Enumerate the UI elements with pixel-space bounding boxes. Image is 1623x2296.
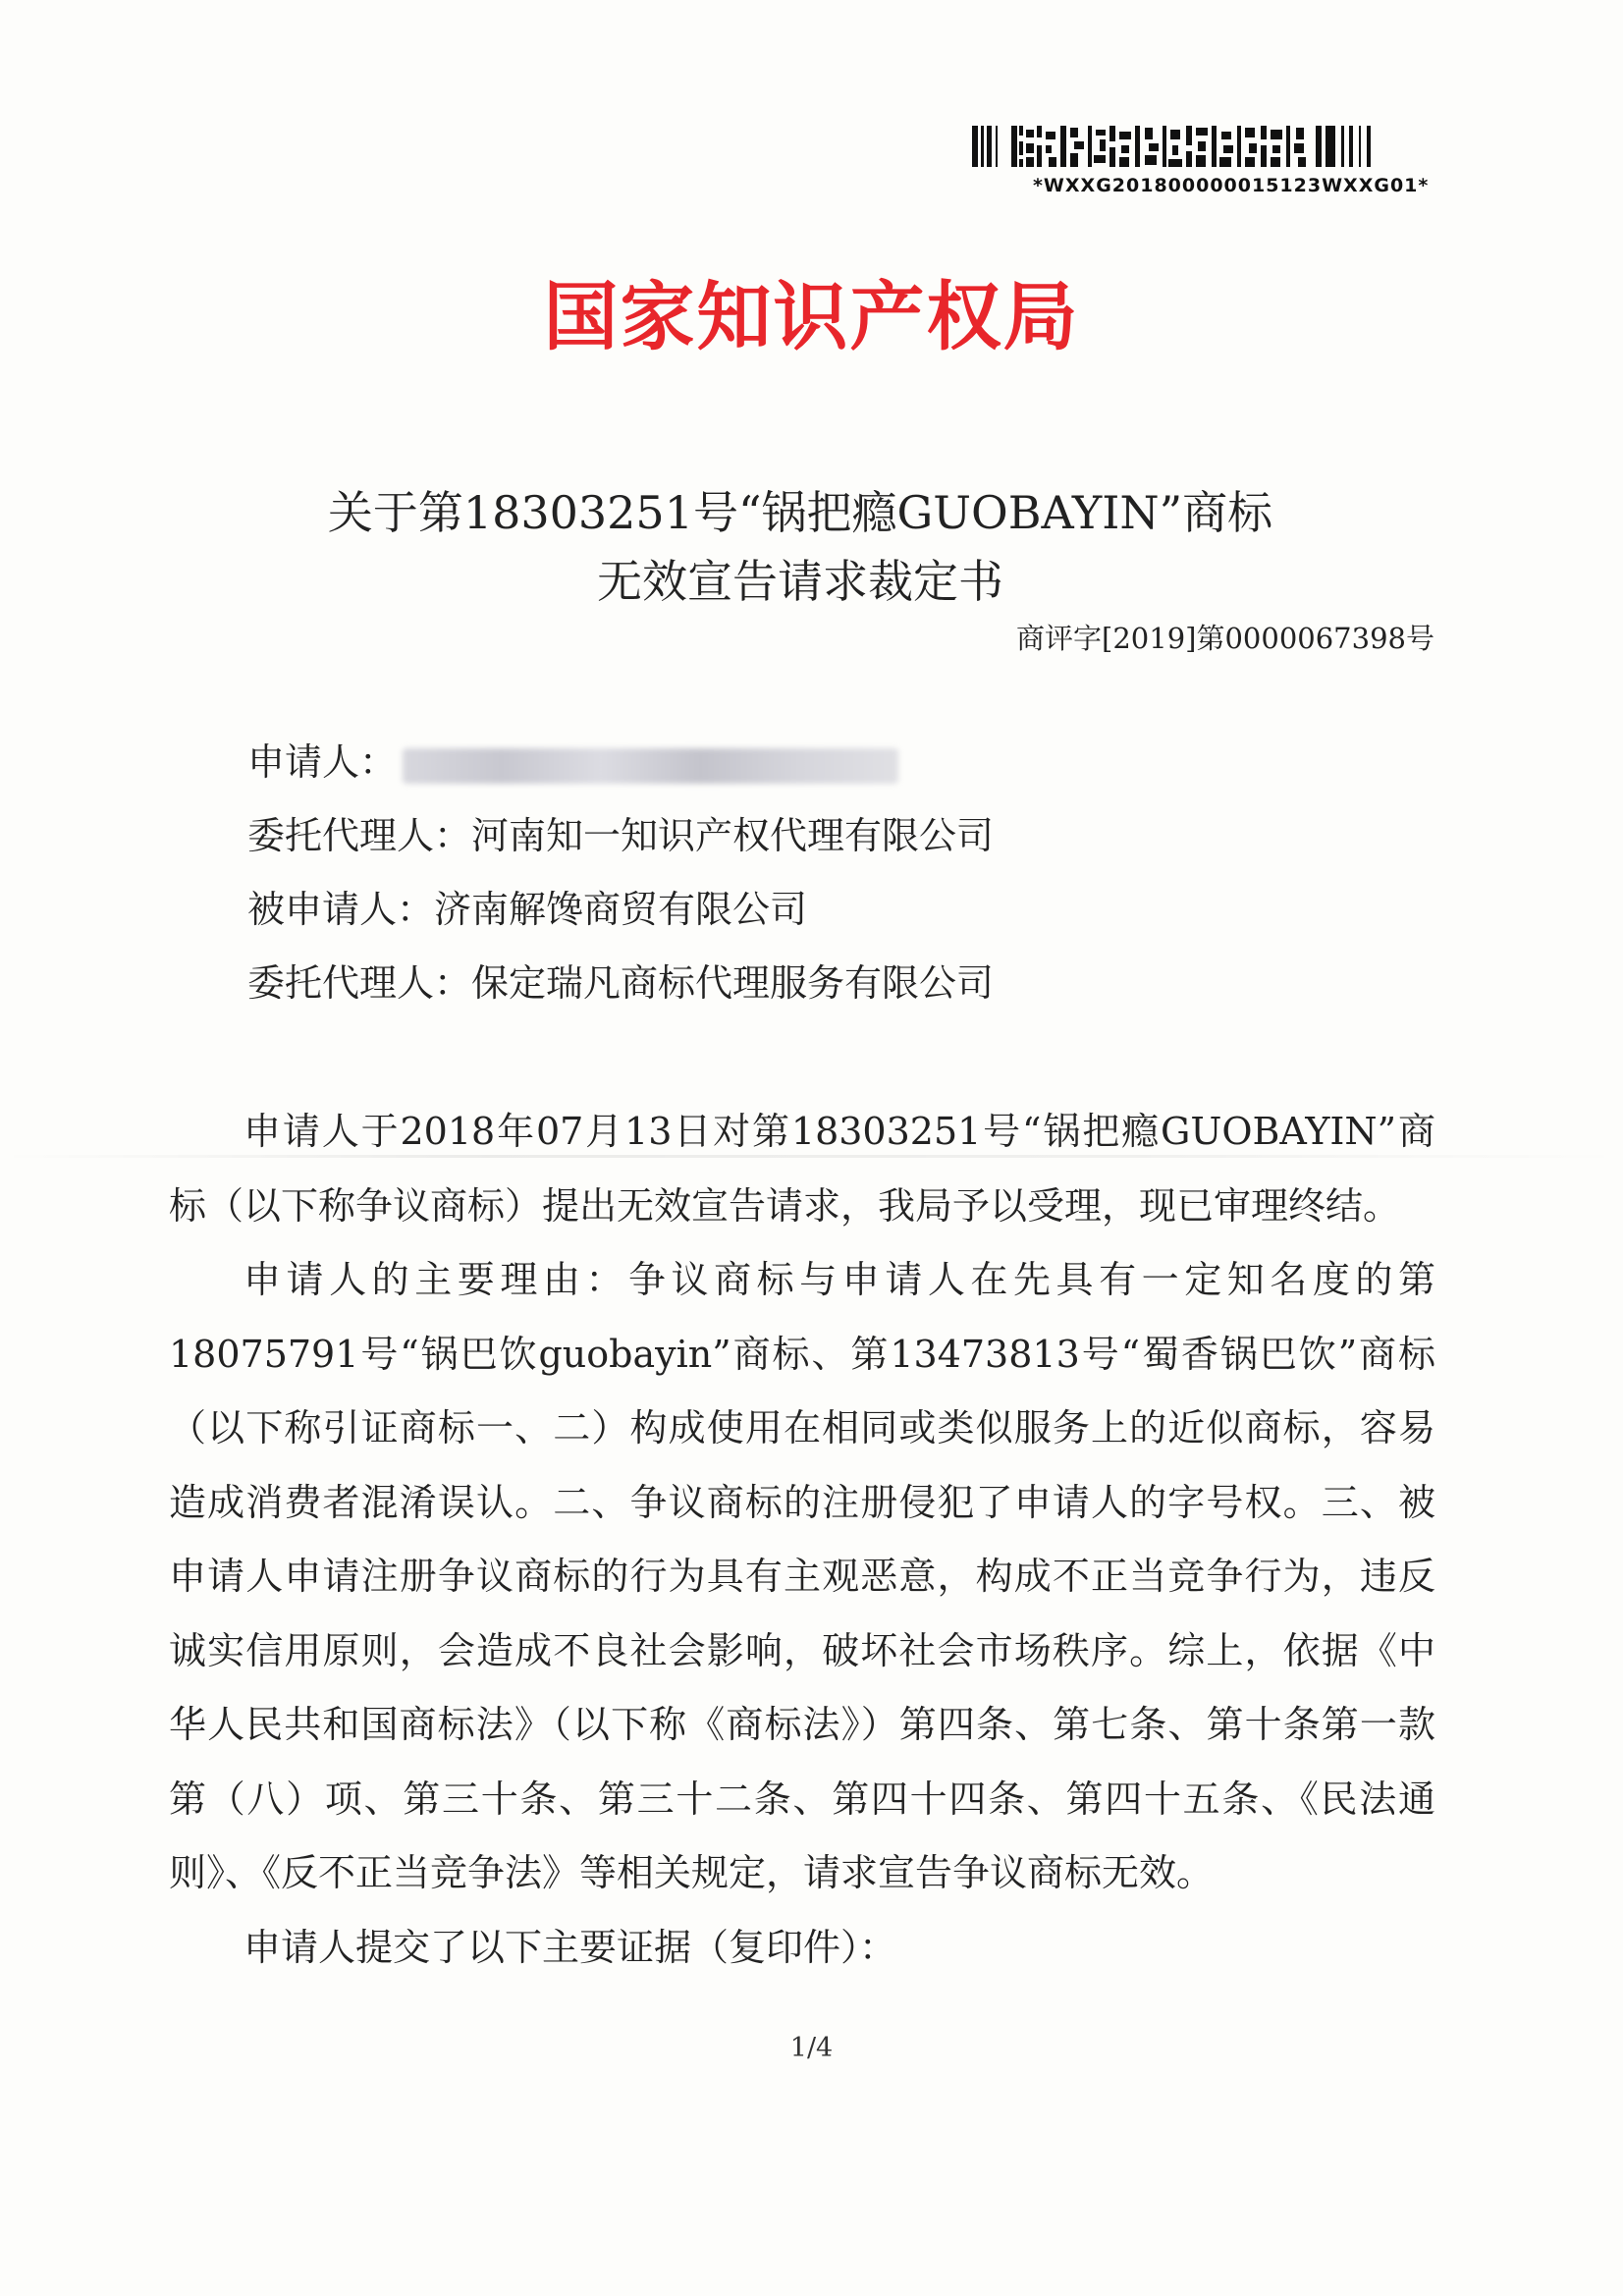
page-number: 1/4 <box>789 2033 834 2063</box>
respondent-agent-line: 委托代理人：保定瑞凡商标代理服务有限公司 <box>247 961 995 1005</box>
barcode-block <box>972 126 1430 196</box>
paragraph-reasons: 申请人的主要理由：争议商标与申请人在先具有一定知名度的第18075791号“锅巴饮guobayin”商标、第13473813号“蜀香锅巴饮”商标（以下称引证商标一、二）构成使用在相同或类似服务上的近似商标，容易造成消费者混淆误认。二、争议商标的注册侵犯了申请人的字号权。三、被申请人申请注册争议商标的行为具有主观恶意，构成不正当竞争行为，违反诚实信用原则，会造成不良社会影响，破坏社会市场秩序。综上，依据《中华人民共和国商标法》（以下称《商标法》）第四条、第七条、第十条第一款第（八）项、第三十条、第三十二条、第四十四条、第四十五条、《民法通则》、《反不正当竞争法》等相关规定，请求宣告争议商标无效。 <box>169 1258 1435 1894</box>
document-title-line1: 关于第18303251号“锅把瘾GUOBAYIN”商标 <box>327 486 1273 539</box>
redacted-applicant-name <box>403 748 898 784</box>
document-title-line2: 无效宣告请求裁定书 <box>597 555 1003 608</box>
applicant-agent-line: 委托代理人：河南知一知识产权代理有限公司 <box>247 814 995 857</box>
respondent-line: 被申请人：济南解馋商贸有限公司 <box>247 888 808 931</box>
barcode-number: *WXXG201800000015123WXXG01* <box>1033 175 1430 196</box>
applicant-line <box>247 732 898 786</box>
body-text <box>169 1095 1435 1985</box>
issuing-authority: 国家知识产权局 <box>543 273 1080 360</box>
document-number: 商评字[2019]第0000067398号 <box>1016 622 1434 655</box>
paragraph-evidence-intro: 申请人提交了以下主要证据（复印件）： <box>243 1925 897 1969</box>
paragraph-acceptance: 申请人于2018年07月13日对第18303251号“锅把瘾GUOBAYIN”商标（以下称争议商标）提出无效宣告请求，我局予以受理，现已审理终结。 <box>169 1110 1435 1228</box>
barcode-icon <box>972 126 1377 167</box>
applicant-label: 申请人： <box>247 740 398 784</box>
